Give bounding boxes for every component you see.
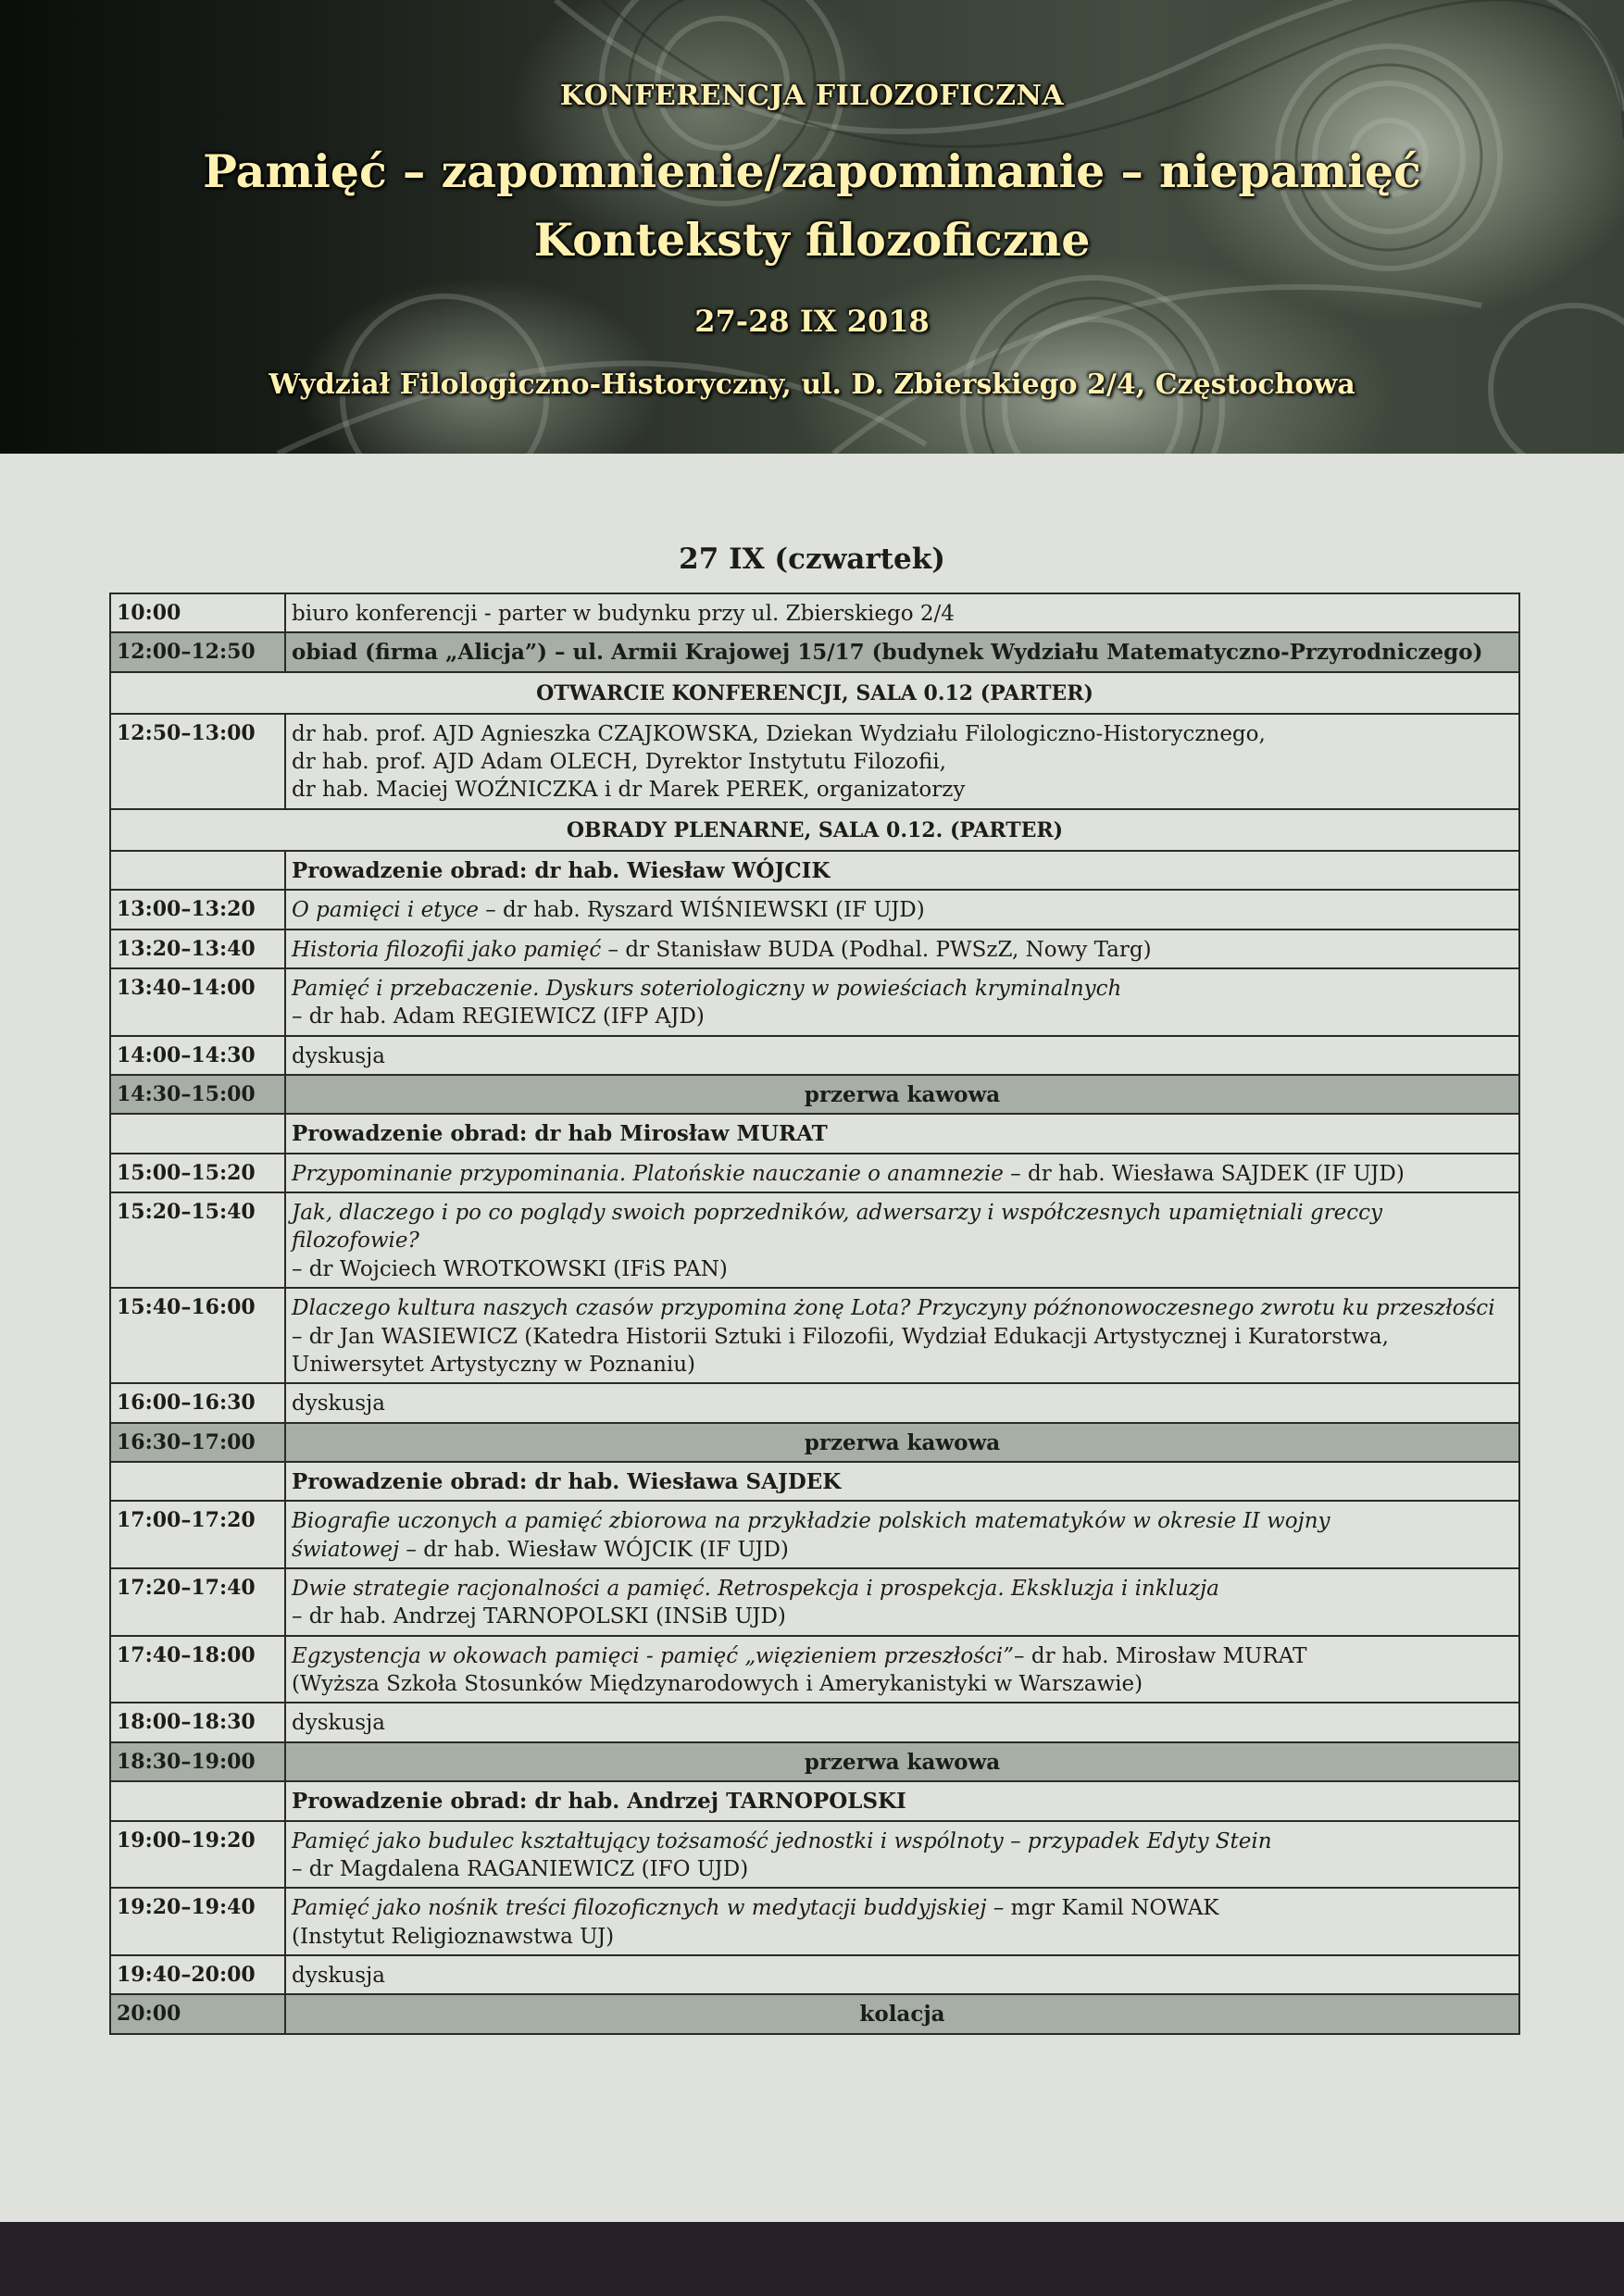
time-cell: 15:20–15:40 <box>110 1192 285 1288</box>
event-line <box>292 1351 1513 1379</box>
event-cell <box>285 593 1519 632</box>
event-cell <box>285 1742 1519 1781</box>
event-line <box>292 1255 1513 1283</box>
event-text: – dr Wojciech WROTKOWSKI (IFiS PAN) <box>292 1256 728 1281</box>
event-cell <box>285 1888 1519 1955</box>
event-text: (Wyższa Szkoła Stosunków Międzynarodowych i Amerykanistyki w Warszawie) <box>292 1672 1143 1697</box>
schedule-row <box>110 1742 1519 1781</box>
event-line <box>292 1603 1513 1630</box>
schedule-body <box>110 593 1519 2034</box>
conference-venue: Wydział Filologiczno-Historyczny, ul. D. Zbierskiego 2/4, Częstochowa <box>269 368 1355 401</box>
event-cell <box>285 1462 1519 1501</box>
event-text: dr hab. prof. AJD Agnieszka CZAJKOWSKA, Dziekan Wydziału Filologiczno-Historycznego, <box>292 721 1266 746</box>
event-cell <box>285 1383 1519 1422</box>
time-cell: 18:00–18:30 <box>110 1703 285 1741</box>
talk-title: O pamięci i etyce <box>292 898 479 923</box>
event-text: obiad (firma „Alicja”) – ul. Armii Krajowej 15/17 (budynek Wydziału Matematyczno-Przyrodniczego) <box>292 640 1483 666</box>
event-text: (Instytut Religioznawstwa UJ) <box>292 1924 615 1949</box>
event-text: dyskusja <box>292 1964 385 1988</box>
event-line <box>292 1429 1513 1457</box>
time-cell: 19:40–20:00 <box>110 1955 285 1994</box>
event-text: dr hab. Maciej WOŹNICZKA i dr Marek PEREK, organizatorzy <box>292 778 966 803</box>
schedule-row <box>110 1383 1519 1422</box>
event-cell <box>285 1036 1519 1075</box>
event-cell <box>285 1501 1519 1568</box>
conference-title: Pamięć – zapomnienie/zapominanie – niepamięć <box>203 144 1421 198</box>
talk-title: światowej <box>292 1537 400 1562</box>
talk-title: Biografie uczonych a pamięć zbiorowa na przykładzie polskich matematyków w okresie II wojny <box>292 1509 1330 1534</box>
time-cell <box>110 1781 285 1820</box>
schedule-row <box>110 1075 1519 1114</box>
event-text: – dr hab. Mirosław MURAT <box>1014 1643 1307 1668</box>
time-cell: 13:40–14:00 <box>110 968 285 1036</box>
event-text: dr hab. prof. AJD Adam OLECH, Dyrektor Instytutu Filozofii, <box>292 750 946 775</box>
event-cell <box>285 851 1519 890</box>
event-line <box>292 1536 1513 1564</box>
event-text: – mgr Kamil NOWAK <box>986 1896 1219 1921</box>
event-line <box>292 1670 1513 1698</box>
event-line <box>292 2001 1513 2028</box>
talk-title: Dlaczego kultura naszych czasów przypomina żonę Lota? Przyczyny późnonowoczesnego zwrotu ku przeszłości <box>292 1296 1495 1321</box>
schedule-row <box>110 1288 1519 1383</box>
schedule-row <box>110 1888 1519 1955</box>
event-line <box>292 600 1513 628</box>
event-line <box>292 1855 1513 1883</box>
schedule-row <box>110 1423 1519 1462</box>
event-cell <box>285 1703 1519 1741</box>
event-text: przerwa kawowa <box>804 1082 1001 1108</box>
event-cell <box>285 1288 1519 1383</box>
schedule-row <box>110 1955 1519 1994</box>
event-text: biuro konferencji - parter w budynku przy ul. Zbierskiego 2/4 <box>292 602 955 626</box>
time-cell: 13:00–13:20 <box>110 890 285 929</box>
event-cell <box>285 1154 1519 1192</box>
event-cell <box>285 1781 1519 1820</box>
schedule-table <box>109 593 1520 2035</box>
event-line <box>292 1894 1513 1922</box>
event-line <box>292 1828 1513 1855</box>
schedule-row <box>110 714 1519 809</box>
event-line <box>292 975 1513 1003</box>
schedule-row <box>110 1114 1519 1153</box>
schedule-row <box>110 1036 1519 1075</box>
event-line <box>292 1642 1513 1670</box>
event-text: Uniwersytet Artystyczny w Poznaniu) <box>292 1352 696 1377</box>
section-header-row <box>110 672 1519 714</box>
schedule-row <box>110 851 1519 890</box>
day-heading: 27 IX (czwartek) <box>679 543 945 576</box>
event-text: – dr hab. Adam REGIEWICZ (IFP AJD) <box>292 1004 705 1029</box>
event-cell <box>285 1568 1519 1636</box>
time-cell: 19:00–19:20 <box>110 1821 285 1889</box>
conference-dates: 27-28 IX 2018 <box>694 304 930 339</box>
event-text: Prowadzenie obrad: dr hab. Andrzej TARNOPOLSKI <box>292 1789 906 1815</box>
event-text: Prowadzenie obrad: dr hab. Wiesława SAJDEK <box>292 1468 842 1494</box>
event-cell <box>285 930 1519 968</box>
schedule-row <box>110 1501 1519 1568</box>
event-cell <box>285 1192 1519 1288</box>
time-cell: 15:40–16:00 <box>110 1288 285 1383</box>
event-line <box>292 639 1513 667</box>
talk-title: Jak, dlaczego i po co poglądy swoich poprzedników, adwersarzy i współczesnych upamiętniali greccy filozofowie? <box>292 1201 1383 1254</box>
event-text: – dr Magdalena RAGANIEWICZ (IFO UJD) <box>292 1856 749 1881</box>
section-title: OBRADY PLENARNE, SALA 0.12. (PARTER) <box>110 809 1519 851</box>
event-text: – dr Stanisław BUDA (Podhal. PWSzZ, Nowy Targ) <box>601 937 1152 962</box>
time-cell: 12:50–13:00 <box>110 714 285 809</box>
schedule-row <box>110 1154 1519 1192</box>
time-cell: 17:20–17:40 <box>110 1568 285 1636</box>
time-cell: 18:30–19:00 <box>110 1742 285 1781</box>
schedule-row <box>110 1821 1519 1889</box>
event-line <box>292 748 1513 776</box>
schedule-row <box>110 930 1519 968</box>
event-cell <box>285 1821 1519 1889</box>
event-line <box>292 1042 1513 1070</box>
event-cell <box>285 890 1519 929</box>
event-line <box>292 1003 1513 1030</box>
event-line <box>292 1575 1513 1603</box>
event-text: – dr Jan WASIEWICZ (Katedra Historii Sztuki i Filozofii, Wydział Edukacji Artystycznej i Kuratorstwa, <box>292 1324 1389 1349</box>
event-text: przerwa kawowa <box>804 1749 1001 1775</box>
schedule-row <box>110 1462 1519 1501</box>
section-header-row <box>110 809 1519 851</box>
event-line <box>292 1962 1513 1990</box>
event-line <box>292 896 1513 924</box>
event-text: – dr hab. Wiesława SAJDEK (IF UJD) <box>1003 1161 1405 1186</box>
event-cell <box>285 1075 1519 1114</box>
schedule-row <box>110 1568 1519 1636</box>
event-line <box>292 1923 1513 1951</box>
event-text: Prowadzenie obrad: dr hab. Wiesław WÓJCIK <box>292 857 831 883</box>
event-text: Prowadzenie obrad: dr hab Mirosław MURAT <box>292 1121 828 1147</box>
conference-kicker: KONFERENCJA FILOZOFICZNA <box>559 80 1065 112</box>
event-line <box>292 1507 1513 1535</box>
schedule-row <box>110 1703 1519 1741</box>
time-cell: 15:00–15:20 <box>110 1154 285 1192</box>
event-line <box>292 1709 1513 1737</box>
event-text: – dr hab. Ryszard WIŚNIEWSKI (IF UJD) <box>478 898 925 923</box>
schedule-row <box>110 593 1519 632</box>
event-cell <box>285 1636 1519 1703</box>
time-cell: 14:30–15:00 <box>110 1075 285 1114</box>
time-cell: 10:00 <box>110 593 285 632</box>
schedule-row <box>110 1192 1519 1288</box>
talk-title: Pamięć jako nośnik treści filozoficznych w medytacji buddyjskiej <box>292 1896 987 1921</box>
event-line <box>292 936 1513 964</box>
event-cell <box>285 1423 1519 1462</box>
talk-title: Dwie strategie racjonalności a pamięć. Retrospekcja i prospekcja. Ekskluzja i inkluzja <box>292 1577 1219 1602</box>
time-cell: 16:30–17:00 <box>110 1423 285 1462</box>
event-line <box>292 1323 1513 1351</box>
event-cell <box>285 1955 1519 1994</box>
event-line <box>292 1390 1513 1417</box>
time-cell: 19:20–19:40 <box>110 1888 285 1955</box>
schedule-row <box>110 1781 1519 1820</box>
time-cell <box>110 1462 285 1501</box>
event-line <box>292 857 1513 885</box>
event-line <box>292 1199 1513 1255</box>
event-line <box>292 1120 1513 1148</box>
event-line <box>292 1160 1513 1188</box>
schedule-row <box>110 968 1519 1036</box>
time-cell: 16:00–16:30 <box>110 1383 285 1422</box>
schedule-table-container <box>109 593 1520 2035</box>
time-cell: 17:40–18:00 <box>110 1636 285 1703</box>
event-cell <box>285 968 1519 1036</box>
header-banner <box>0 0 1624 454</box>
talk-title: Historia filozofii jako pamięć <box>292 937 602 962</box>
event-text: – dr hab. Andrzej TARNOPOLSKI (INSiB UJD) <box>292 1604 786 1629</box>
talk-title: Przypominanie przypominania. Platońskie nauczanie o anamnezie <box>292 1161 1004 1186</box>
event-text: kolacja <box>859 2002 945 2028</box>
event-line <box>292 1294 1513 1322</box>
event-cell <box>285 632 1519 671</box>
time-cell: 17:00–17:20 <box>110 1501 285 1568</box>
event-line <box>292 776 1513 804</box>
footer-bar <box>0 2222 1624 2296</box>
event-cell <box>285 1114 1519 1153</box>
event-text: dyskusja <box>292 1711 385 1736</box>
talk-title: Pamięć jako budulec kształtujący tożsamość jednostki i wspólnoty – przypadek Edyty Stein <box>292 1828 1272 1853</box>
time-cell <box>110 851 285 890</box>
conference-subtitle: Konteksty filozoficzne <box>533 213 1091 267</box>
event-line <box>292 720 1513 748</box>
event-cell <box>285 1994 1519 2033</box>
event-line <box>292 1468 1513 1496</box>
time-cell: 20:00 <box>110 1994 285 2033</box>
event-line <box>292 1749 1513 1777</box>
schedule-row <box>110 632 1519 671</box>
schedule-row <box>110 1636 1519 1703</box>
time-cell: 13:20–13:40 <box>110 930 285 968</box>
section-title: OTWARCIE KONFERENCJI, SALA 0.12 (PARTER) <box>110 672 1519 714</box>
event-line <box>292 1081 1513 1109</box>
event-text: dyskusja <box>292 1391 385 1416</box>
schedule-row <box>110 890 1519 929</box>
event-line <box>292 1788 1513 1816</box>
event-cell <box>285 714 1519 809</box>
talk-title: Pamięć i przebaczenie. Dyskurs soteriologiczny w powieściach kryminalnych <box>292 976 1122 1001</box>
time-cell: 12:00–12:50 <box>110 632 285 671</box>
time-cell <box>110 1114 285 1153</box>
time-cell: 14:00–14:30 <box>110 1036 285 1075</box>
schedule-row <box>110 1994 1519 2033</box>
event-text: przerwa kawowa <box>804 1429 1001 1455</box>
talk-title: Egzystencja w okowach pamięci - pamięć „więzieniem przeszłości” <box>292 1643 1015 1668</box>
event-text: – dr hab. Wiesław WÓJCIK (IF UJD) <box>399 1537 789 1562</box>
event-text: dyskusja <box>292 1043 385 1068</box>
